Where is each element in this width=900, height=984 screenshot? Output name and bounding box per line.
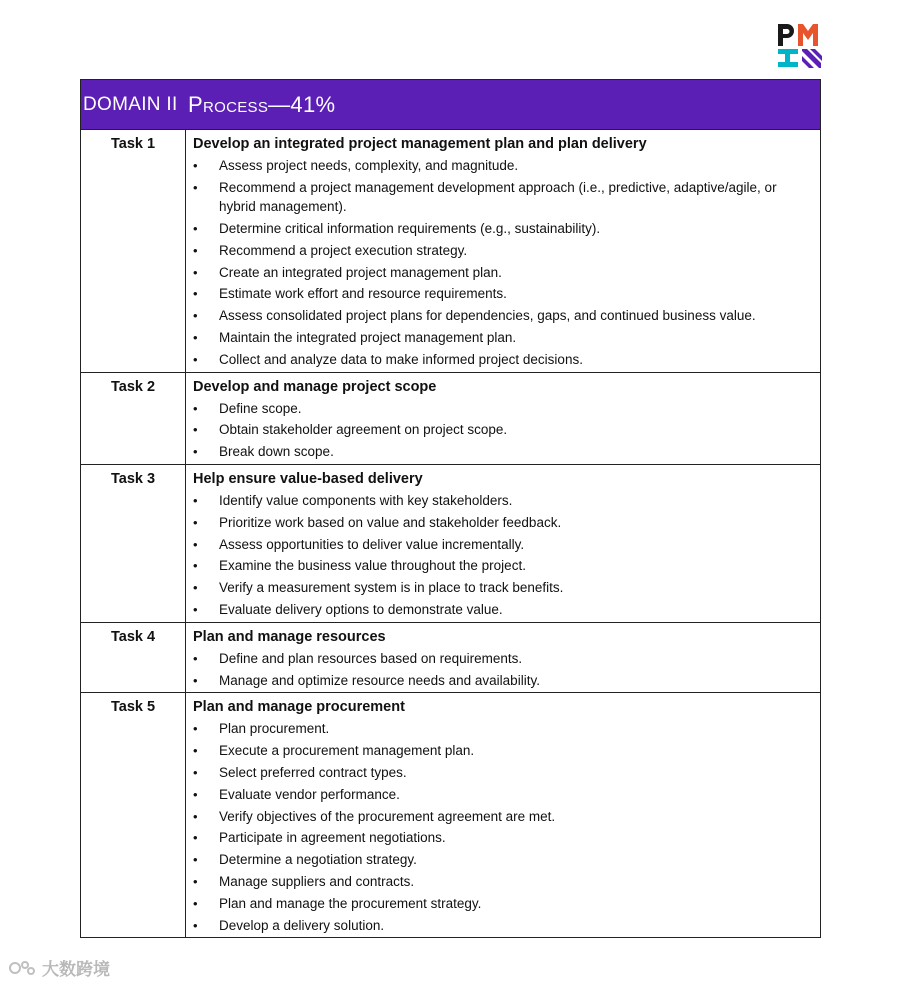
task-item: • Break down scope. xyxy=(193,442,814,462)
task-body xyxy=(186,623,820,693)
task-body xyxy=(186,130,820,372)
task-label: Task 4 xyxy=(81,623,186,693)
task-item: • Participate in agreement negotiations. xyxy=(193,828,814,848)
task-title: Plan and manage resources xyxy=(193,628,386,645)
domain-header xyxy=(81,80,820,130)
task-row xyxy=(81,693,820,937)
watermark xyxy=(8,955,110,980)
task-row xyxy=(81,465,820,623)
task-item: • Manage and optimize resource needs and availability. xyxy=(193,671,814,691)
watermark-logo-icon xyxy=(8,958,36,978)
task-item: • Define scope. xyxy=(193,399,814,419)
task-row xyxy=(81,623,820,694)
task-item: • Assess consolidated project plans for dependencies, gaps, and continued business value. xyxy=(193,306,814,326)
task-title: Help ensure value-based delivery xyxy=(193,471,423,488)
task-item: • Evaluate vendor performance. xyxy=(193,785,814,805)
task-item: • Assess project needs, complexity, and magnitude. xyxy=(193,156,814,176)
task-body xyxy=(186,693,820,937)
task-item: • Select preferred contract types. xyxy=(193,763,814,783)
domain-table xyxy=(80,79,821,938)
task-item: • Define and plan resources based on requirements. xyxy=(193,649,814,669)
task-item: • Verify a measurement system is in place to track benefits. xyxy=(193,578,814,598)
task-item: • Recommend a project management development approach (i.e., predictive, adaptive/agile, or hybrid management). xyxy=(193,178,814,217)
task-row xyxy=(81,130,820,373)
task-title: Develop and manage project scope xyxy=(193,378,437,395)
watermark-text: 大数跨境 xyxy=(42,960,110,979)
task-label: Task 1 xyxy=(81,130,186,372)
task-row xyxy=(81,373,820,465)
task-label: Task 3 xyxy=(81,465,186,622)
task-label: Task 5 xyxy=(81,693,186,937)
task-item-list xyxy=(193,399,814,462)
task-item: • Examine the business value throughout the project. xyxy=(193,556,814,576)
task-item: • Execute a procurement management plan. xyxy=(193,741,814,761)
task-item-list xyxy=(193,156,814,369)
task-title: Plan and manage procurement xyxy=(193,699,405,716)
task-body xyxy=(186,373,820,464)
task-item: • Verify objectives of the procurement agreement are met. xyxy=(193,807,814,827)
task-item: • Evaluate delivery options to demonstrate value. xyxy=(193,600,814,620)
task-item: • Determine a negotiation strategy. xyxy=(193,850,814,870)
task-item-list xyxy=(193,649,814,690)
task-item-list xyxy=(193,719,814,935)
domain-label: DOMAIN II xyxy=(83,93,178,115)
task-title: Develop an integrated project management plan and plan delivery xyxy=(193,136,647,152)
task-item: • Collect and analyze data to make informed project decisions. xyxy=(193,350,814,370)
task-item: • Obtain stakeholder agreement on project scope. xyxy=(193,420,814,440)
task-item: • Prioritize work based on value and stakeholder feedback. xyxy=(193,513,814,533)
task-item: • Determine critical information requirements (e.g., sustainability). xyxy=(193,219,814,239)
task-item: • Plan procurement. xyxy=(193,719,814,739)
task-item: • Assess opportunities to deliver value incrementally. xyxy=(193,535,814,555)
task-item: • Recommend a project execution strategy. xyxy=(193,241,814,261)
task-label: Task 2 xyxy=(81,373,186,464)
task-item: • Plan and manage the procurement strategy. xyxy=(193,894,814,914)
pmi-logo-icon xyxy=(776,22,824,70)
task-rows xyxy=(81,130,820,937)
task-item: • Maintain the integrated project management plan. xyxy=(193,328,814,348)
task-item: • Create an integrated project management plan. xyxy=(193,263,814,283)
task-item: • Develop a delivery solution. xyxy=(193,916,814,936)
task-item: • Identify value components with key stakeholders. xyxy=(193,491,814,511)
task-item-list xyxy=(193,491,814,619)
task-item: • Estimate work effort and resource requirements. xyxy=(193,284,814,304)
domain-title: Process—41% xyxy=(188,91,336,117)
task-item: • Manage suppliers and contracts. xyxy=(193,872,814,892)
task-body xyxy=(186,465,820,622)
